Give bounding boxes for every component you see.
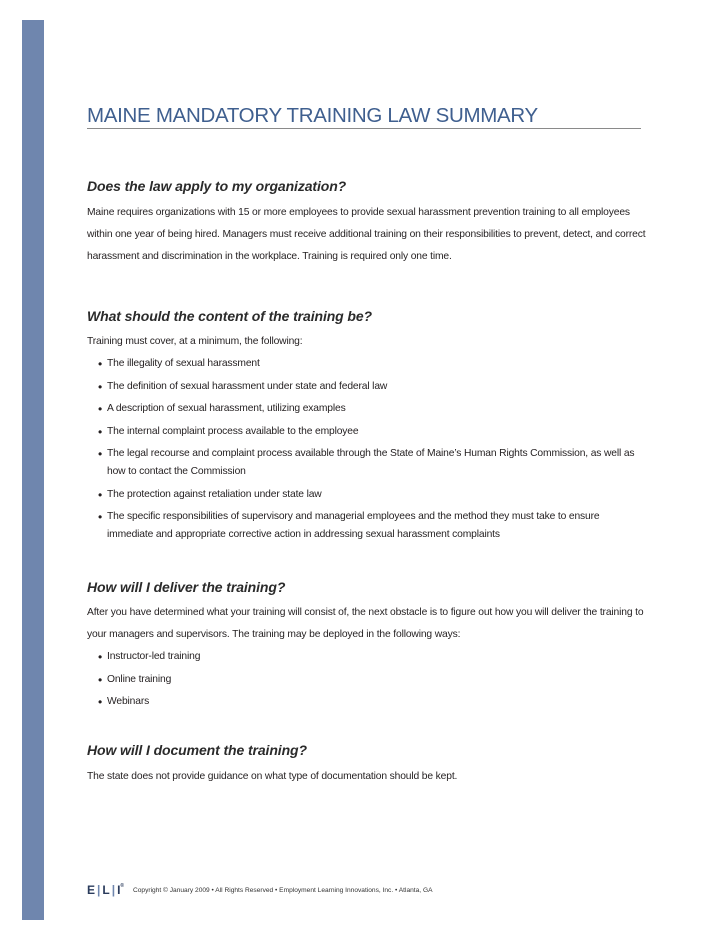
bullet-dot: •	[98, 487, 103, 502]
section-heading: Does the law apply to my organization?	[87, 178, 347, 194]
bullet-dot: •	[98, 510, 103, 524]
list-item-text: The specific responsibilities of supervisory and managerial employees and the method they must take to ensure immediate and appropriate corrective action in addressing sexual harassment complaints	[107, 511, 600, 540]
list-item	[87, 378, 647, 396]
list-item-text: Webinars	[107, 696, 150, 707]
section-paragraph: Maine requires organizations with 15 or more employees to provide sexual harassment prevention training to all employees within one year of being hired. Managers must receive additional training on their responsibilities to prevent, detect, and correct harassment and discrimination in the workplace. Training is required only one time.	[87, 207, 646, 262]
delivery-bullet-list	[87, 648, 647, 711]
section-heading: What should the content of the training be?	[87, 308, 373, 324]
section-applicability	[87, 178, 647, 268]
list-item-text: A description of sexual harassment, utilizing examples	[107, 403, 346, 414]
list-item-text: The internal complaint process available to the employee	[107, 425, 359, 437]
section-content	[87, 308, 647, 549]
sidebar-accent-bar	[22, 20, 44, 920]
eli-logo: E | L | I®	[87, 883, 125, 897]
section-intro: After you have determined what your training will consist of, the next obstacle is to figure out how you will deliver the training to your managers and supervisors. The training may be deployed in the following ways:	[87, 607, 644, 640]
list-item	[87, 648, 647, 666]
section-documentation	[87, 742, 647, 788]
bullet-dot: •	[98, 424, 103, 439]
bullet-dot: •	[98, 650, 103, 664]
list-item	[87, 423, 647, 441]
list-item	[87, 445, 647, 481]
bullet-dot: •	[98, 402, 103, 416]
list-item	[87, 693, 647, 711]
bullet-dot: •	[98, 672, 103, 687]
list-item-text: Instructor-led training	[107, 651, 201, 662]
section-intro: Training must cover, at a minimum, the following:	[87, 336, 303, 347]
section-heading: How will I document the training?	[87, 742, 307, 758]
list-item	[87, 486, 647, 504]
list-item	[87, 508, 647, 544]
list-item-text: The definition of sexual harassment under state and federal law	[107, 380, 388, 392]
page-footer	[87, 882, 433, 898]
content-bullet-list	[87, 355, 647, 544]
section-paragraph: The state does not provide guidance on what type of documentation should be kept.	[87, 771, 458, 782]
list-item-text: Online training	[107, 673, 172, 685]
list-item	[87, 671, 647, 689]
list-item	[87, 400, 647, 418]
list-item-text: The protection against retaliation under state law	[107, 488, 322, 500]
section-delivery	[87, 579, 647, 716]
bullet-dot: •	[98, 357, 103, 371]
list-item	[87, 355, 647, 373]
bullet-dot: •	[98, 447, 103, 461]
section-heading: How will I deliver the training?	[87, 579, 286, 595]
bullet-dot: •	[98, 695, 103, 709]
list-item-text: The legal recourse and complaint process available through the State of Maine’s Human Rights Commission, as well as how to contact the Commission	[107, 448, 635, 477]
copyright-text: Copyright © January 2009 • All Rights Reserved • Employment Learning Innovations, Inc. • Atlanta, GA	[133, 886, 433, 894]
page-title: MAINE MANDATORY TRAINING LAW SUMMARY	[87, 104, 538, 127]
bullet-dot: •	[98, 379, 103, 394]
title-divider	[87, 128, 641, 129]
list-item-text: The illegality of sexual harassment	[107, 358, 260, 369]
